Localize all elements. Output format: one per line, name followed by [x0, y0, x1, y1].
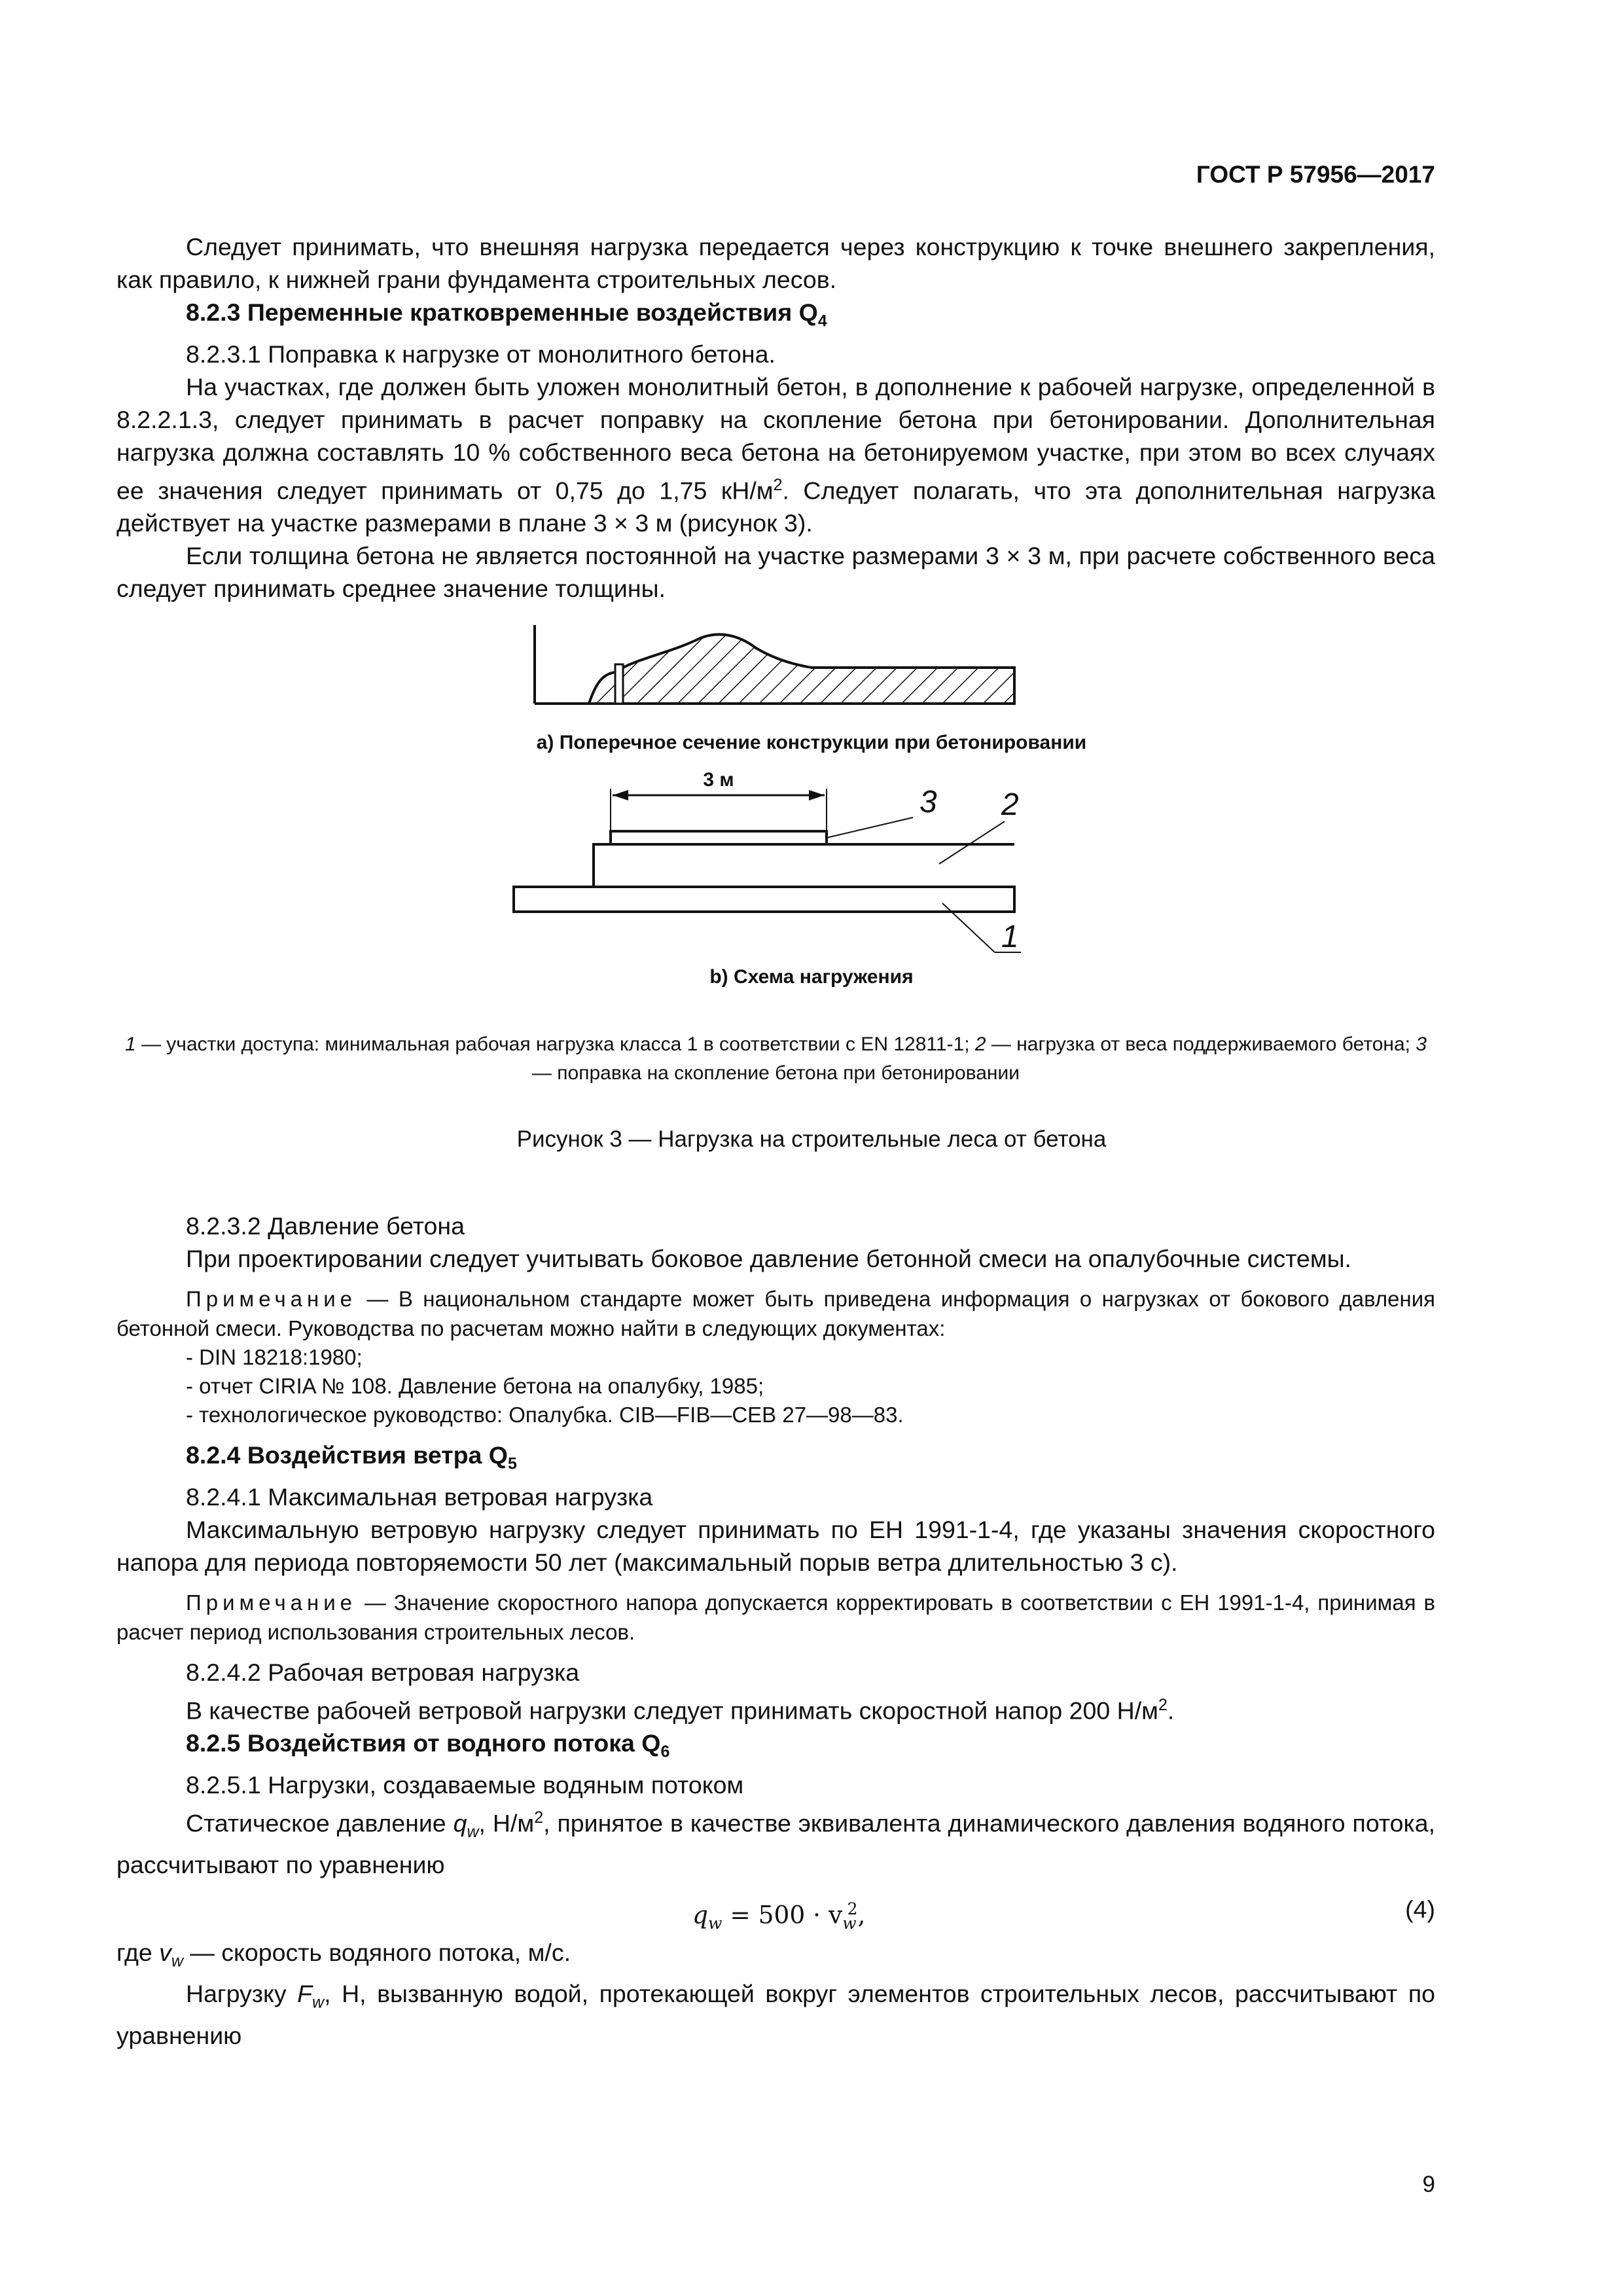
formwork-post — [615, 664, 623, 704]
dimension-label: 3 м — [703, 769, 734, 791]
concrete-hatched-mass — [589, 634, 1014, 704]
paragraph-thickness: Если толщина бетона не является постоянной на участке размерами 3 × 3 м, при расчете собственного веса следует принимать среднее значение толщины. — [116, 542, 1435, 602]
cross-section-drawing — [535, 625, 1014, 704]
label-1: 1 — [1001, 920, 1019, 954]
paragraph-concrete-load: На участках, где должен быть уложен монолитный бетон, в дополнение к рабочей нагрузке, определенной в 8.2.2.1.3, следует принимать в расчет поправку на скопление бетона при бетонировании. Дополнительная нагрузка должна составлять 10 % собственного веса бетона на бетонируемом участке, при этом во всех случаях ее значения следует принимать от 0,75 до 1,75 $кН/м^2$. Следует полагать, что эта дополнительная нагрузка действует на участке размерами в плане 3 × 3 м (рисунок 3). — [116, 372, 1436, 537]
label-2: 2 — [1001, 787, 1019, 822]
subheading-8-2-4-1: 8.2.4.1 Максимальная ветровая нагрузка — [186, 1482, 653, 1511]
equation-4 — [116, 1889, 1435, 1933]
subheading-8-2-3-1: 8.2.3.1 Поправка к нагрузке от монолитного бетона. — [186, 340, 776, 368]
heading-8-2-4: 8.2.4 Воздействия ветра $Q_5$ — [186, 1441, 517, 1473]
list-item: - технологическое руководство: Опалубка. CIB—FIB—CEB 27—98—83. — [186, 1403, 904, 1427]
note-2: Примечание — Значение скоростного напора допускается корректировать в соответствии с ЕН 1991-1-4, принимая в расчет период использования строительных лесов. — [116, 1590, 1435, 1644]
figure-caption-a: а) Поперечное сечение конструкции при бетонировании — [536, 732, 1087, 753]
subheading-8-2-3-2: 8.2.3.2 Давление бетона — [186, 1212, 465, 1240]
heading-8-2-3: 8.2.3 Переменные кратковременные воздействия $Q_4$ — [186, 298, 827, 331]
paragraph-lateral-pressure: При проектировании следует учитывать боковое давление бетонной смеси на опалубочные системы. — [186, 1245, 1351, 1272]
paragraph-max-wind: Максимальную ветровую нагрузку следует принимать по ЕН 1991-1-4, где указаны значения скоростного напора для периода повторяемости 50 лет (максимальный порыв ветра длительностью 3 с). — [116, 1515, 1435, 1576]
subheading-8-2-5-1: 8.2.5.1 Нагрузки, создаваемые водяным потоком — [186, 1770, 744, 1799]
paragraph-working-wind: В качестве рабочей ветровой нагрузки следует принимать скоростной напор 200 $Н/м^2$. — [186, 1695, 1175, 1724]
paragraph-velocity: где $v_w$ — скорость водяного потока, м/с. — [116, 1938, 571, 1970]
paragraph-force: Нагрузку $F_w$, Н, вызванную водой, протекающей вокруг элементов строительных лесов, рассчитывают по уравнению — [116, 1980, 1435, 2049]
lower-text-block — [116, 1210, 1435, 2052]
list-item: - DIN 18218:1980; — [186, 1345, 363, 1369]
equation-formula: $q_w = 500 \cdot v_w^2$, — [692, 1899, 866, 1933]
figure-3-drawing — [504, 612, 1027, 1005]
figure-caption-b: b) Схема нагружения — [709, 966, 914, 988]
page-number: 9 — [1422, 2172, 1435, 2197]
supported-concrete-load-2 — [594, 844, 1014, 887]
note-1: Примечание — В национальном стандарте может быть приведена информация о нагрузках от бокового давления бетонной смеси. Руководства по расчетам можно найти в следующих документах: — [116, 1287, 1435, 1340]
upper-text-block — [116, 230, 1435, 605]
list-item: - отчет CIRIA № 108. Давление бетона на опалубку, 1985; — [186, 1374, 764, 1398]
concrete-surcharge-load-3 — [611, 831, 827, 844]
equation-number: (4) — [1405, 1895, 1435, 1923]
heading-8-2-5: 8.2.5 Воздействия от водного потока $Q_6$ — [186, 1729, 670, 1761]
access-area-load-1 — [514, 887, 1014, 912]
label-3: 3 — [919, 785, 937, 819]
paragraph-external-load: Следует принимать, что внешняя нагрузка передается через конструкцию к точке внешнего закрепления, как правило, к нижней грани фундамента строительных лесов. — [116, 233, 1435, 293]
figure-title: Рисунок 3 — Нагрузка на строительные леса от бетона — [516, 1126, 1107, 1152]
document-code: ГОСТ Р 57956—2017 — [1196, 161, 1435, 188]
paragraph-static-pressure: Статическое давление $q_w$, $Н/м^2$, принятое в качестве эквивалента динамического давления водяного потока, рассчитывают по уравнению — [116, 1808, 1435, 1878]
figure-legend: 1 — участки доступа: минимальная рабочая нагрузка класса 1 в соответствии с EN 12811-1; 2 — нагрузка от веса поддерживаемого бетона; 3 — поправка на скопление бетона при бетонировании — [124, 1033, 1427, 1084]
loading-scheme-drawing — [514, 769, 1021, 954]
subheading-8-2-4-2: 8.2.4.2 Рабочая ветровая нагрузка — [186, 1658, 580, 1686]
